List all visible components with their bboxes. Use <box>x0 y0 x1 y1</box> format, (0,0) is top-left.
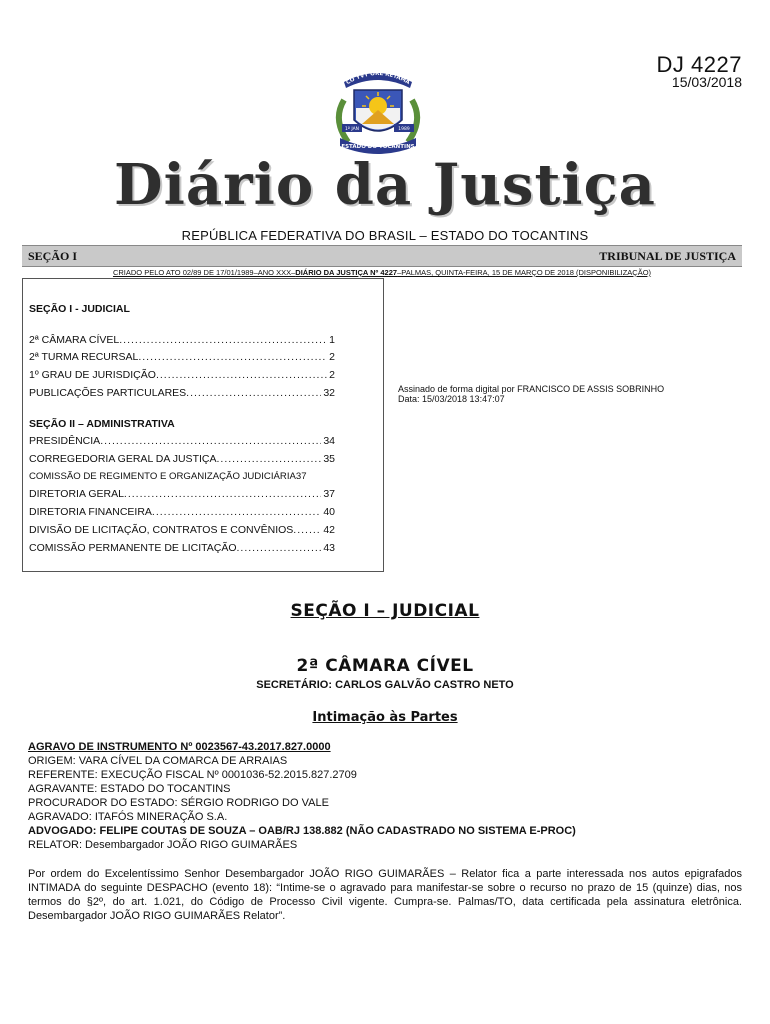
toc-leader-dots <box>237 542 322 554</box>
svg-text:ESTADO DO TOCANTINS: ESTADO DO TOCANTINS <box>341 144 415 150</box>
toc-leader-dots <box>152 506 321 518</box>
toc-item[interactable] <box>29 387 335 399</box>
toc-item[interactable] <box>29 488 335 500</box>
creation-prefix: CRIADO PELO ATO 02/89 DE 17/01/1989–ANO XXX– <box>112 268 296 277</box>
creation-line <box>22 268 742 277</box>
section-label: SEÇÃO I <box>28 249 78 263</box>
case-appellant: AGRAVANTE: ESTADO DO TOCANTINS <box>28 783 231 795</box>
republic-line: REPÚBLICA FEDERATIVA DO BRASIL – ESTADO DO TOCANTINS <box>181 228 589 243</box>
case-title: AGRAVO DE INSTRUMENTO Nº 0023567-43.2017.827.0000 <box>28 741 331 753</box>
toc-item[interactable] <box>29 453 335 465</box>
digital-signature <box>398 384 664 404</box>
toc-leader-dots <box>138 351 327 363</box>
dispatch-paragraph: Por ordem do Excelentíssimo Senhor Desembargador JOÃO RIGO GUIMARÃES – Relator fica a parte interessada nos autos epigrafados INTIMADA do seguinte DESPACHO (evento 18): “Intime-se o agravado para manifestar-se sobre o recurso no prazo de 15 (quinze) dias, nos termos do §2º, do art. 1.021, do Código de Processo Civil vigente. Cumpra-se. Palmas/TO, data certificada pela assinatura eletrônica. Desembargador JOÃO RIGO GUIMARÃES Relator”. <box>28 868 742 922</box>
toc-leader-dots <box>156 369 327 381</box>
table-of-contents <box>22 278 384 572</box>
toc-leader-dots <box>216 453 321 465</box>
issue-number: DJ 4227 <box>656 52 742 77</box>
toc-item[interactable] <box>29 506 335 518</box>
toc-item-label: PRESIDÊNCIA <box>29 435 101 447</box>
toc-item-page: 1 <box>329 334 335 346</box>
case-attorney: PROCURADOR DO ESTADO: SÉRGIO RODRIGO DO VALE <box>28 797 329 809</box>
creation-issue: DIÁRIO DA JUSTIÇA Nº 4227 <box>295 268 398 277</box>
creation-suffix: –PALMAS, QUINTA-FEIRA, 15 DE MARÇO DE 2018 (DISPONIBILIZAÇÃO) <box>397 268 652 277</box>
toc-leader-dots <box>100 435 321 447</box>
tocantins-coat-of-arms-logo <box>326 64 430 156</box>
toc-item-page: 34 <box>323 435 335 447</box>
toc-item-page: 42 <box>323 524 335 536</box>
toc-item[interactable] <box>29 542 335 554</box>
toc-item[interactable] <box>29 334 335 346</box>
toc-item-page: 32 <box>323 387 335 399</box>
toc-item-label: PUBLICAÇÕES PARTICULARES <box>29 387 187 399</box>
svg-text:1989: 1989 <box>398 127 410 132</box>
section-heading: SEÇÃO I – JUDICIAL <box>290 601 480 621</box>
svg-text:CO YVY ORE RETAMA: CO YVY ORE RETAMA <box>345 70 411 87</box>
toc-item-label: COMISSÃO DE REGIMENTO E ORGANIZAÇÃO JUDICIÁRIA <box>29 471 296 482</box>
intimation-heading: Intimação às Partes <box>312 710 458 725</box>
toc-item-label: CORREGEDORIA GERAL DA JUSTIÇA <box>29 453 217 465</box>
toc-item-page: 37 <box>323 488 335 500</box>
newspaper-masthead: Diário da Justiça <box>114 152 656 218</box>
toc-item-page: 37 <box>295 471 307 482</box>
chamber-heading: 2ª CÂMARA CÍVEL <box>296 656 474 676</box>
case-reference: REFERENTE: EXECUÇÃO FISCAL Nº 0001036-52.2015.827.2709 <box>28 769 357 781</box>
toc-item-label: DIRETORIA GERAL <box>29 488 124 500</box>
toc-item[interactable] <box>29 435 335 447</box>
toc-item-page: 35 <box>323 453 335 465</box>
case-rapporteur: RELATOR: Desembargador JOÃO RIGO GUIMARÃES <box>28 839 298 851</box>
toc-section2-title: SEÇÃO II – ADMINISTRATIVA <box>29 418 175 430</box>
case-origin: ORIGEM: VARA CÍVEL DA COMARCA DE ARRAIAS <box>28 755 288 767</box>
section-bar <box>22 245 742 267</box>
toc-item-label: 1º GRAU DE JURISDIÇÃO <box>29 369 156 381</box>
toc-leader-dots <box>119 334 327 346</box>
toc-item-page: 40 <box>323 506 335 518</box>
toc-leader-dots <box>186 387 321 399</box>
toc-leader-dots <box>293 524 321 536</box>
toc-item-page: 2 <box>329 369 335 381</box>
toc-leader-dots <box>124 488 321 500</box>
case-appellee: AGRAVADO: ITAFÓS MINERAÇÃO S.A. <box>28 811 228 823</box>
toc-item-label: DIVISÃO DE LICITAÇÃO, CONTRATOS E CONVÊNIOS <box>29 524 294 536</box>
secretary-line: SECRETÁRIO: CARLOS GALVÃO CASTRO NETO <box>256 679 514 691</box>
issue-date: 15/03/2018 <box>671 74 742 90</box>
svg-text:1º JAN: 1º JAN <box>344 127 360 132</box>
toc-item[interactable] <box>29 369 335 381</box>
toc-item[interactable] <box>29 351 335 363</box>
toc-item-page: 43 <box>323 542 335 554</box>
toc-item[interactable] <box>29 471 335 482</box>
toc-item[interactable] <box>29 524 335 536</box>
case-details <box>28 740 742 852</box>
toc-section1-title: SEÇÃO I - JUDICIAL <box>29 303 130 315</box>
toc-item-page: 2 <box>329 351 335 363</box>
court-label: TRIBUNAL DE JUSTIÇA <box>599 249 736 263</box>
toc-item-label: 2ª CÂMARA CÍVEL <box>29 334 120 346</box>
toc-item-label: COMISSÃO PERMANENTE DE LICITAÇÃO <box>29 542 237 554</box>
toc-item-label: 2ª TURMA RECURSAL <box>29 351 139 363</box>
signature-date: Data: 15/03/2018 13:47:07 <box>398 394 505 404</box>
signature-signer: Assinado de forma digital por FRANCISCO DE ASSIS SOBRINHO <box>398 384 665 394</box>
case-lawyer: ADVOGADO: FELIPE COUTAS DE SOUZA – OAB/RJ 138.882 (NÃO CADASTRADO NO SISTEMA E-PROC) <box>28 825 576 837</box>
toc-item-label: DIRETORIA FINANCEIRA <box>29 506 152 518</box>
